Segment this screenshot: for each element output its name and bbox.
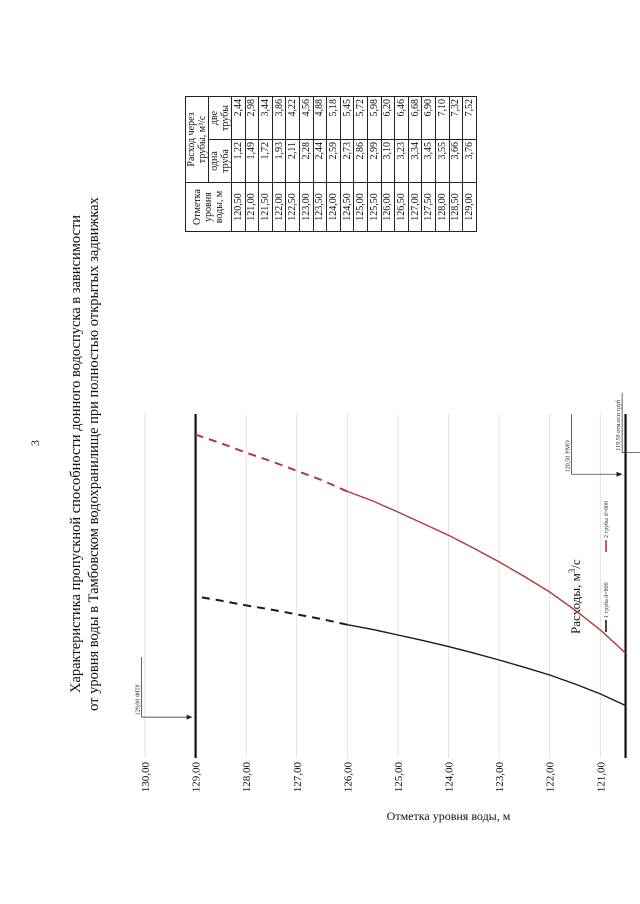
table-cell-level: 121,00	[245, 183, 259, 232]
table-row	[286, 97, 300, 232]
table-cell-two-pipes: 5,45	[340, 97, 354, 140]
table-header-group: Расход через трубы, м³/с	[186, 97, 209, 183]
table-cell-one-pipe: 3,45	[422, 140, 436, 183]
series-line-dashed	[196, 435, 348, 492]
y-tick-label: 128,00	[241, 762, 254, 793]
table-cell-two-pipes: 4,22	[286, 97, 300, 140]
chart-title-line2: от уровня воды в Тамбовском водохранилище при полностью открытых задвижках	[86, 197, 102, 711]
table-cell-level: 121,50	[259, 183, 273, 232]
table-cell-two-pipes: 6,20	[381, 97, 395, 140]
reference-line-label: 129,00 ФПУ	[135, 683, 142, 716]
table-cell-level: 129,00	[463, 183, 477, 232]
table-cell-two-pipes: 7,32	[449, 97, 463, 140]
table-cell-one-pipe: 3,66	[449, 140, 463, 183]
table-body	[232, 97, 477, 232]
table-cell-one-pipe: 3,10	[381, 140, 395, 183]
x-axis-label-tail: /с	[568, 559, 583, 569]
table-cell-one-pipe: 1,93	[272, 140, 286, 183]
y-tick-label: 129,00	[190, 762, 203, 793]
table-row	[340, 97, 354, 232]
table-cell-one-pipe: 3,76	[463, 140, 477, 183]
y-tick-label: 121,00	[595, 762, 608, 793]
reference-line-label: 119,50 отм.оси труб	[616, 399, 623, 451]
table-header-one-pipe: одна труба	[209, 140, 232, 183]
table-cell-one-pipe: 1,49	[245, 140, 259, 183]
callout-arrow	[187, 715, 193, 720]
table-cell-two-pipes: 6,90	[422, 97, 436, 140]
x-axis-label-text: Расходы, м	[568, 573, 583, 634]
table-cell-level: 120,50	[232, 183, 246, 232]
series-line-solid	[347, 625, 625, 706]
table-cell-two-pipes: 4,88	[313, 97, 327, 140]
table-row	[259, 97, 273, 232]
table-cell-level: 128,50	[449, 183, 463, 232]
table-cell-two-pipes: 7,10	[435, 97, 449, 140]
series-line-dashed	[196, 596, 348, 624]
table-cell-level: 125,00	[354, 183, 368, 232]
x-axis-label-sup: 3	[567, 568, 577, 574]
table-header-level: Отметка уровня воды, м	[186, 183, 232, 232]
table-row	[408, 97, 422, 232]
table-cell-level: 126,00	[381, 183, 395, 232]
x-axis-label	[567, 559, 583, 634]
y-tick-label: 124,00	[443, 762, 456, 793]
table-cell-level: 123,50	[313, 183, 327, 232]
table-cell-one-pipe: 1,22	[232, 140, 246, 183]
page-number: 3	[28, 440, 42, 446]
table-row	[395, 97, 409, 232]
table-cell-level: 125,50	[367, 183, 381, 232]
table-row	[327, 97, 341, 232]
table-cell-two-pipes: 4,56	[299, 97, 313, 140]
table-cell-level: 127,00	[408, 183, 422, 232]
chart-title-line1: Характеристика пропускной способности донного водоспуска в зависимости	[68, 214, 84, 694]
table-cell-two-pipes: 5,18	[327, 97, 341, 140]
table-cell-level: 127,50	[422, 183, 436, 232]
table-row	[232, 97, 246, 232]
table-cell-level: 122,00	[272, 183, 286, 232]
table-row	[381, 97, 395, 232]
table-row	[354, 97, 368, 232]
table-cell-two-pipes: 6,68	[408, 97, 422, 140]
table-row	[435, 97, 449, 232]
y-tick-label: 123,00	[494, 762, 507, 793]
table-header-two-pipes: две трубы	[209, 97, 232, 140]
table-cell-one-pipe: 3,23	[395, 140, 409, 183]
y-tick-label: 130,00	[140, 762, 152, 793]
table-cell-one-pipe: 2,28	[299, 140, 313, 183]
table-cell-level: 128,00	[435, 183, 449, 232]
table-row	[367, 97, 381, 232]
table-cell-two-pipes: 5,72	[354, 97, 368, 140]
table-row	[449, 97, 463, 232]
table-row	[313, 97, 327, 232]
discharge-chart	[0, 232, 640, 904]
legend-label: 1 труба d=800	[604, 582, 610, 618]
table-cell-two-pipes: 5,98	[367, 97, 381, 140]
y-axis-label: Отметка уровня воды, м	[386, 809, 511, 823]
y-tick-label: 127,00	[291, 762, 304, 793]
table-cell-two-pipes: 7,52	[463, 97, 477, 140]
table-cell-one-pipe: 2,11	[286, 140, 300, 183]
y-tick-label: 126,00	[342, 762, 355, 793]
table-cell-level: 123,00	[299, 183, 313, 232]
series-line-solid	[347, 491, 625, 653]
y-tick-label: 122,00	[544, 762, 557, 793]
table-cell-two-pipes: 3,86	[272, 97, 286, 140]
table-cell-one-pipe: 2,99	[367, 140, 381, 183]
table-cell-one-pipe: 2,86	[354, 140, 368, 183]
legend-label: 2 трубы d=800	[604, 500, 610, 538]
table-cell-level: 122,50	[286, 183, 300, 232]
discharge-table	[185, 96, 477, 232]
table-row	[422, 97, 436, 232]
table-cell-level: 124,50	[340, 183, 354, 232]
table-cell-one-pipe: 1,72	[259, 140, 273, 183]
table-row	[463, 97, 477, 232]
callout-arrow	[617, 472, 623, 477]
table-cell-one-pipe: 2,59	[327, 140, 341, 183]
table-cell-two-pipes: 2,98	[245, 97, 259, 140]
table-row	[272, 97, 286, 232]
reference-line-label: 120,50 УМО	[565, 440, 572, 473]
table-row	[245, 97, 259, 232]
table-cell-one-pipe: 3,55	[435, 140, 449, 183]
table-cell-one-pipe: 2,44	[313, 140, 327, 183]
y-tick-label: 125,00	[392, 762, 405, 793]
table-row	[299, 97, 313, 232]
table-cell-two-pipes: 6,46	[395, 97, 409, 140]
table-cell-level: 124,00	[327, 183, 341, 232]
table-cell-two-pipes: 2,44	[232, 97, 246, 140]
table-cell-level: 126,50	[395, 183, 409, 232]
table-cell-one-pipe: 2,73	[340, 140, 354, 183]
table-cell-one-pipe: 3,34	[408, 140, 422, 183]
table-cell-two-pipes: 3,44	[259, 97, 273, 140]
